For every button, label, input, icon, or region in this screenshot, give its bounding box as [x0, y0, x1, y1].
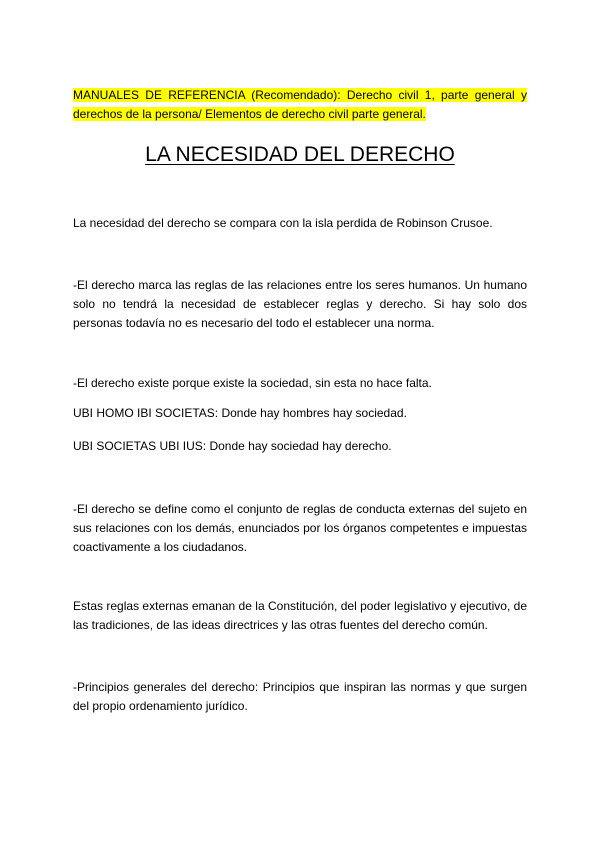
reference-highlight: MANUALES DE REFERENCIA (Recomendado): Derecho civil 1, parte general y derechos de la persona/ Elementos de derecho civil parte general. [73, 88, 527, 121]
reference-note [73, 86, 527, 124]
paragraph-definition: -El derecho se define como el conjunto de reglas de conducta externas del sujeto en sus relaciones con los demás, enunciados por los órganos competentes e impuestas coactivamente a los ciudadanos. [73, 502, 527, 554]
paragraph-relations: -El derecho marca las reglas de las relaciones entre los seres humanos. Un humano solo no tendrá la necesidad de establecer reglas y derecho. Si hay solo dos personas todavía no es necesario del todo el establecer una norma. [73, 278, 527, 330]
page-title: LA NECESIDAD DEL DERECHO [145, 143, 455, 166]
paragraph-robinson: La necesidad del derecho se compara con la isla perdida de Robinson Crusoe. [73, 216, 493, 230]
paragraph-sources: Estas reglas externas emanan de la Constitución, del poder legislativo y ejecutivo, de las tradiciones, de las ideas directrices y las otras fuentes del derecho común. [73, 599, 527, 632]
paragraph-principles: -Principios generales del derecho: Principios que inspiran las normas y que surgen del propio ordenamiento jurídico. [73, 680, 527, 713]
paragraph-ubi-societas: UBI SOCIETAS UBI IUS: Donde hay sociedad hay derecho. [73, 439, 392, 453]
paragraph-ubi-homo: UBI HOMO IBI SOCIETAS: Donde hay hombres hay sociedad. [73, 406, 407, 420]
paragraph-society: -El derecho existe porque existe la sociedad, sin esta no hace falta. [73, 376, 432, 390]
